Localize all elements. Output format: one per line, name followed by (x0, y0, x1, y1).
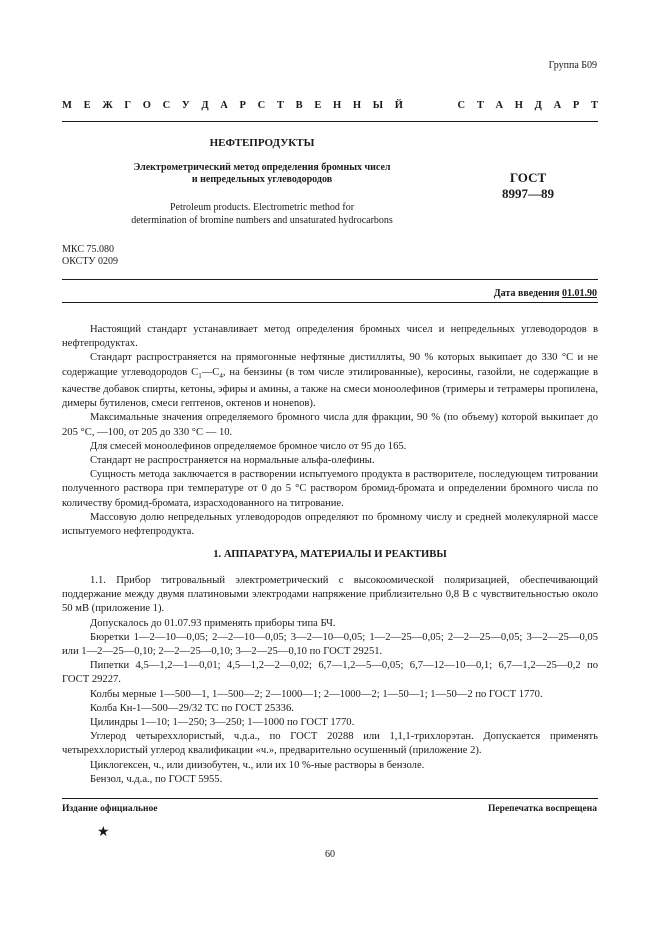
section-text (62, 574, 598, 787)
okstu-code: ОКСТУ 0209 (62, 256, 119, 267)
banner-letter (415, 100, 418, 111)
banner-letter: Р (239, 100, 246, 111)
paragraph: Бензол, ч.д.а., по ГОСТ 5955. (90, 773, 223, 785)
paragraph: Сущность метода заключается в растворении испытуемого продукта в растворителе, последующем титровании полученного раствора при температуре от 0 до 5 °С раствором бромид-бромата и определении бромного числа по количеству бромид-бромата, израсходованного на титрование. (62, 469, 598, 509)
banner-letter: А (220, 100, 228, 111)
banner-letter: Е (83, 100, 91, 111)
banner-letter: У (181, 100, 190, 111)
banner-letter (429, 100, 432, 111)
russian-subtitle-line2: и непредельных углеводородов (191, 174, 333, 185)
paragraph: Пипетки 4,5—1,2—1—0,01; 4,5—1,2—2—0,02; 6,7—1,2—5—0,05; 6,7—12—10—0,1; 6,7—1,2—25—0,2 по ГОСТ 29227. (62, 660, 598, 686)
banner-letter: С (257, 100, 266, 111)
paragraph: Допускалось до 01.07.93 применять приборы типа БЧ. (90, 617, 336, 629)
paragraph: Настоящий стандарт устанавливает метод определения бромных чисел и непредельных углеводородов в нефтепродуктах. (62, 324, 598, 350)
banner-letter: Й (394, 100, 403, 111)
page-number: 60 (325, 849, 335, 860)
paragraph: Стандарт не распространяется на нормальные альфа-олефины. (90, 454, 375, 466)
banner-letter: Т (476, 100, 484, 111)
banner-letter: О (142, 100, 151, 111)
paragraph: Цилиндры 1—10; 1—250; 3—250; 1—1000 по ГОСТ 1770. (90, 717, 355, 729)
classification-codes (62, 244, 118, 268)
banner-letter: Н (514, 100, 523, 111)
introduction-text (62, 323, 598, 539)
paragraph: Колба Кн-1—500—29/32 ТС по ГОСТ 25336. (90, 702, 294, 714)
footer-divider (62, 798, 598, 799)
introduction-date-value: 01.01.90 (562, 288, 597, 299)
gost-number (478, 170, 578, 202)
banner-letter: С (162, 100, 171, 111)
gost-code: 8997—89 (502, 186, 554, 201)
reprint-prohibited-note: Перепечатка воспрещена (487, 804, 597, 814)
introduction-date-label: Дата введения (493, 288, 562, 299)
english-subtitle-line1: Petroleum products. Electrometric method for (169, 202, 355, 213)
banner-letter: Д (201, 100, 209, 111)
banner-letter: Н (333, 100, 342, 111)
banner-letter: А (553, 100, 562, 111)
mks-code: МКС 75.080 (62, 244, 114, 255)
section-heading: 1. АППАРАТУРА, МАТЕРИАЛЫ И РЕАКТИВЫ (213, 549, 447, 560)
paragraph: Колбы мерные 1—500—1, 1—500—2; 2—1000—1; 2—1000—2; 1—50—1; 1—50—2 по ГОСТ 1770. (90, 688, 543, 700)
document-title: НЕФТЕПРОДУКТЫ (209, 137, 315, 149)
banner-letter: Т (590, 100, 598, 111)
banner-letter: Е (314, 100, 322, 111)
standard-banner (62, 100, 598, 111)
banner-letter: М (62, 100, 72, 111)
paragraph: Стандарт распространяется на прямогонные нефтяные дистилляты, 90 % которых выкипает до 330 °С и не содержащие углеводородов $С_1—С_4$, на бензины (в том числе этилированные), керосины, газойли, не содержащие в качестве добавок спирты, кетоны, эфиры и амины, а также на смеси моноолефинов (тримеры и тетрамеры пропилена, димеры бутиленов, смеси гептенов, октенов и нонenов). (62, 352, 598, 410)
paragraph: Циклогексен, ч., или диизобутен, ч., или их 10 %-ные растворы в бензоле. (90, 759, 425, 771)
banner-letter: Р (572, 100, 580, 111)
codes-divider (62, 279, 598, 280)
introduction-date (494, 288, 597, 299)
english-subtitle-line2: determination of bromine numbers and unsaturated hydrocarbons (131, 215, 393, 226)
banner-letter: С (457, 100, 466, 111)
gost-label: ГОСТ (509, 170, 547, 185)
date-divider (62, 302, 598, 303)
banner-letter: Д (534, 100, 542, 111)
group-code: Группа Б09 (548, 60, 597, 71)
banner-letter (443, 100, 446, 111)
paragraph: Для смесей моноолефинов определяемое бромное число от 95 до 165. (90, 440, 407, 452)
paragraph: Массовую долю непредельных углеводородов определяют по бромному числу и средней молекулярной массе испытуемого нефтепродукта. (62, 511, 598, 537)
banner-letter: А (495, 100, 504, 111)
official-edition-note: Издание официальное (62, 804, 158, 814)
banner-letter: Н (352, 100, 362, 111)
russian-subtitle-line1: Электрометрический метод определения бромных чисел (133, 162, 391, 173)
star-icon: ★ (97, 825, 110, 840)
paragraph: Максимальные значения определяемого бромного числа для фракции, 90 % (по объему) которой выкипает до 205 °С, —100, от 205 до 330 °С — 10. (62, 412, 598, 438)
english-subtitle (62, 201, 462, 227)
banner-letter: Ы (372, 100, 384, 111)
paragraph: Бюретки 1—2—10—0,05; 2—2—10—0,05; 3—2—10—0,05; 1—2—25—0,05; 2—2—25—0,05; 3—2—25—0,05 или 1—2—25—0,10; 2—2—25—0,10; 3—2—25—0,10 по ГОСТ 29251. (62, 631, 598, 658)
paragraph: 1.1. Прибор титровальный электрометрический с высокоомической поляризацией, обеспечивающий поддержание между двумя платиновыми электродами напряжение приблизительно 0,8 В с чувствительностью около 50 мВ (приложение 1). (62, 575, 598, 615)
banner-letter: Г (124, 100, 132, 111)
paragraph: Углерод четыреххлористый, ч.д.а., по ГОСТ 20288 или 1,1,1-трихлорэтан. Допускается применять четыреххлористый углерод квалификации «ч.», предварительно осушенный (приложение 2). (62, 731, 598, 757)
banner-letter: Т (276, 100, 284, 111)
banner-letter: В (295, 100, 303, 111)
russian-subtitle (62, 162, 462, 186)
banner-letter: Ж (102, 100, 113, 111)
header-divider (62, 121, 598, 122)
